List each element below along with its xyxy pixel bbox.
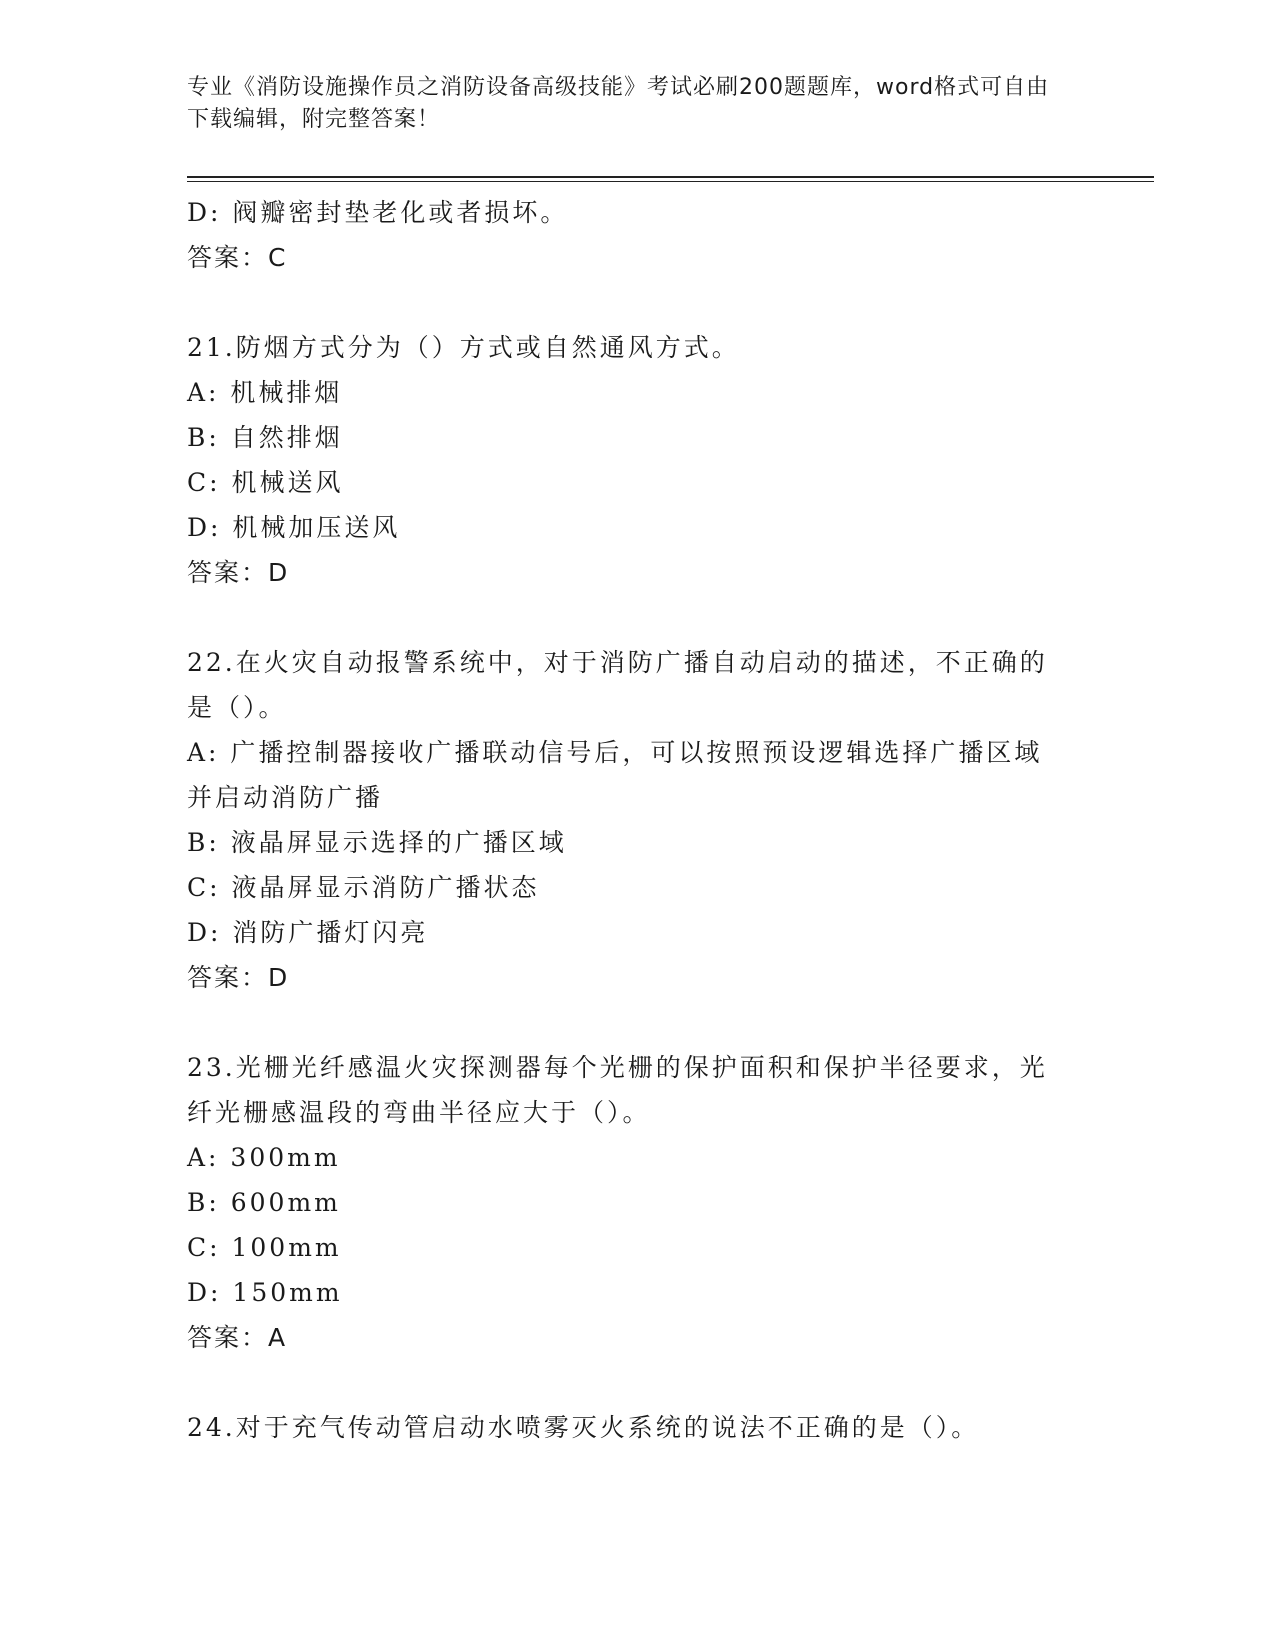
answer: 答案：D bbox=[187, 963, 290, 992]
option-b: B: 液晶屏显示选择的广播区域 bbox=[187, 828, 567, 857]
answer: 答案：A bbox=[187, 1323, 288, 1352]
option-a: A: 300mm bbox=[187, 1143, 341, 1172]
option-d: D: 阀瓣密封垫老化或者损坏。 bbox=[187, 198, 569, 227]
option-c: C: 液晶屏显示消防广播状态 bbox=[187, 873, 540, 902]
option-c: C: 机械送风 bbox=[187, 468, 344, 497]
header-divider-thin bbox=[187, 181, 1154, 182]
question-item bbox=[187, 325, 1087, 596]
question-item bbox=[187, 1405, 1087, 1450]
option-b: B: 600mm bbox=[187, 1188, 341, 1217]
option-a: A: 广播控制器接收广播联动信号后，可以按照预设逻辑选择广播区域并启动消防广播 bbox=[187, 738, 1043, 812]
option-d: D: 机械加压送风 bbox=[187, 513, 401, 542]
option-a: A: 机械排烟 bbox=[187, 378, 343, 407]
question-stem: 21.防烟方式分为（）方式或自然通风方式。 bbox=[187, 333, 740, 362]
option-c: C: 100mm bbox=[187, 1233, 342, 1262]
question-stem: 24.对于充气传动管启动水喷雾灭火系统的说法不正确的是（）。 bbox=[187, 1413, 980, 1442]
header-divider bbox=[187, 176, 1154, 178]
document-header: 专业《消防设施操作员之消防设备高级技能》考试必刷200题题库，word格式可自由下载编辑，附完整答案！ bbox=[187, 75, 1050, 132]
option-d: D: 150mm bbox=[187, 1278, 343, 1307]
option-d: D: 消防广播灯闪亮 bbox=[187, 918, 429, 947]
answer: 答案：C bbox=[187, 243, 288, 272]
question-item bbox=[187, 640, 1087, 1001]
question-stem: 23.光栅光纤感温火灾探测器每个光栅的保护面积和保护半径要求，光纤光栅感温段的弯曲半径应大于（）。 bbox=[187, 1053, 1048, 1127]
answer: 答案：D bbox=[187, 558, 290, 587]
option-b: B: 自然排烟 bbox=[187, 423, 343, 452]
question-stem: 22.在火灾自动报警系统中，对于消防广播自动启动的描述，不正确的是（）。 bbox=[187, 648, 1048, 722]
question-list bbox=[187, 190, 1087, 1450]
question-item bbox=[187, 1045, 1087, 1361]
